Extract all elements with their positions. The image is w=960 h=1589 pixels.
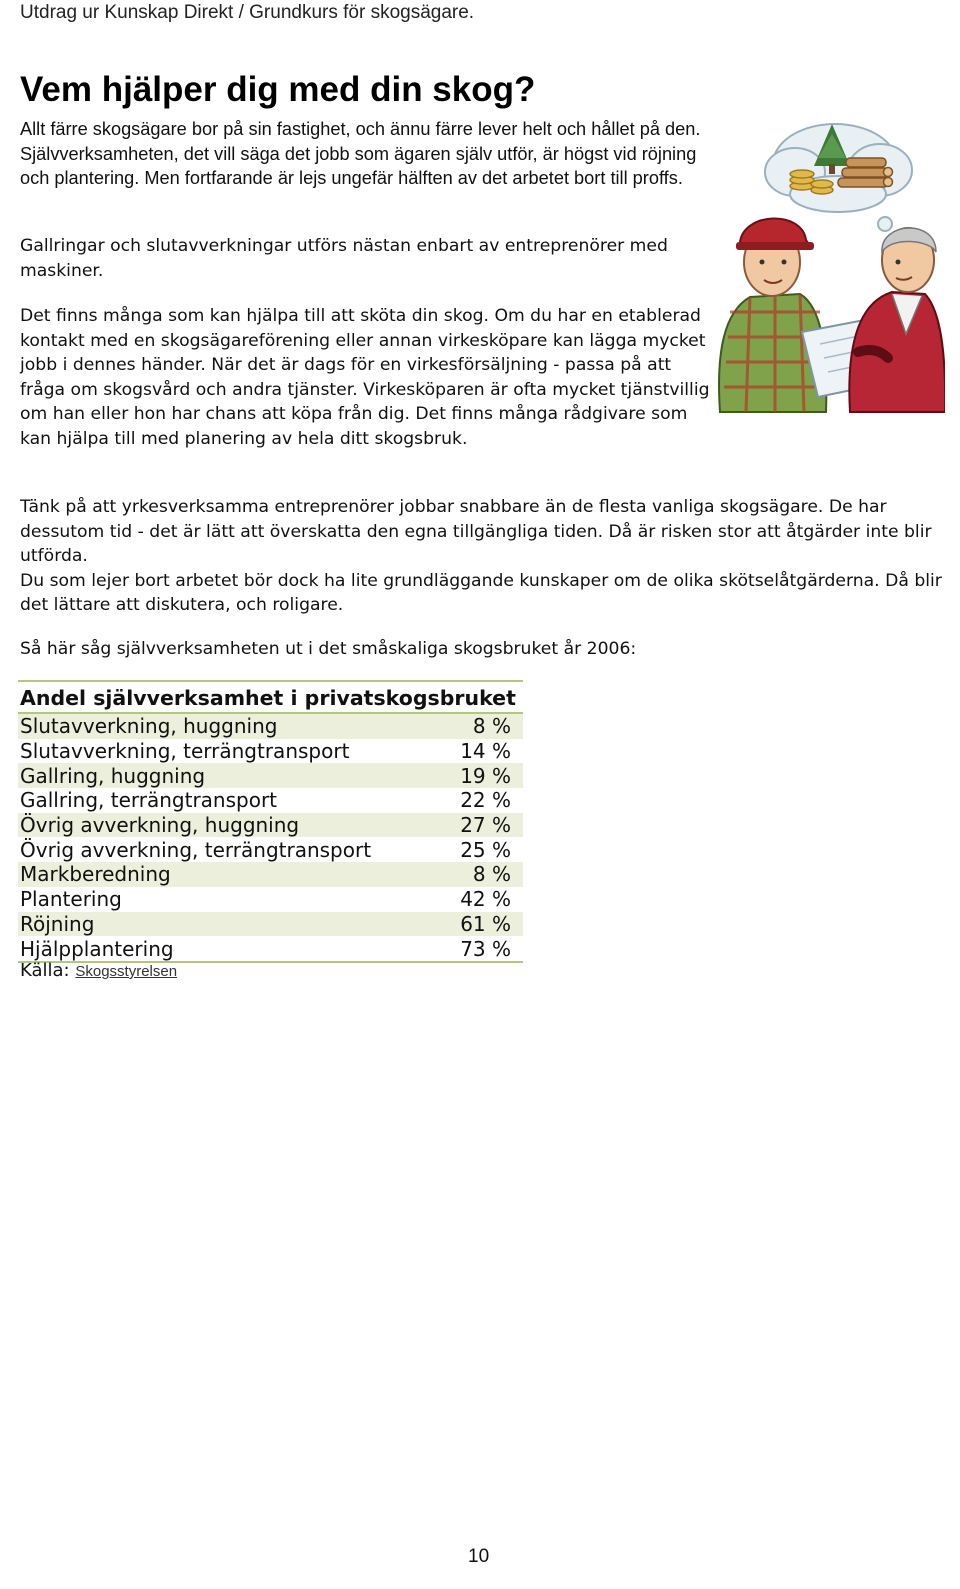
paragraph-intro: Allt färre skogsägare bor på sin fastighet, och ännu färre lever helt och hållet på den. Självverksamheten, det vill säga det jobb som ägaren själv utför, är högst vid röjning och plantering. Men fortfarande är lejs ungefär hälften av det arbetet bort till proffs. xyxy=(20,119,701,188)
page-title: Vem hjälper dig med din skog? xyxy=(20,70,536,109)
row-value: 22 % xyxy=(460,788,511,813)
row-label: Gallring, huggning xyxy=(18,763,445,788)
paragraph-thinning: Gallringar och slutavverkningar utförs nästan enbart av entreprenörer med maskiner. xyxy=(20,236,668,281)
row-value: 27 % xyxy=(445,813,523,838)
row-label: Övrig avverkning, terrängtransport xyxy=(20,837,372,862)
row-label: Slutavverkning, huggning xyxy=(18,713,445,739)
paragraph-helpers: Det finns många som kan hjälpa till att sköta din skog. Om du har en etablerad kontakt med en skogsägareförening eller annan virkesköpare kan lägga mycket jobb i dennes händer. När det är dags för en virkesförsäljning - passa på att fråga om skogsvård och andra tjänster. Virkesköparen är ofta mycket tjänstvillig om han eller hon har chans att köpa från dig. Det finns många rådgivare som kan hjälpa till med planering av hela ditt skogsbruk. xyxy=(20,306,710,449)
table-row xyxy=(18,936,523,962)
row-label: Övrig avverkning, huggning xyxy=(18,813,445,838)
forest-owner-figure xyxy=(719,218,826,412)
source-link[interactable]: Skogsstyrelsen xyxy=(75,963,178,980)
row-value: 73 % xyxy=(445,936,523,962)
table-row xyxy=(18,763,523,788)
row-label: Plantering xyxy=(20,887,122,912)
row-label: Slutavverkning, terrängtransport xyxy=(20,739,350,764)
row-value: 19 % xyxy=(445,763,523,788)
document-header: Utdrag ur Kunskap Direkt / Grundkurs för skogsägare. xyxy=(20,2,475,23)
table-row xyxy=(18,862,523,887)
table-row xyxy=(18,887,523,912)
table-row xyxy=(18,837,523,862)
table-row xyxy=(18,788,523,813)
table-row xyxy=(18,739,523,764)
row-value: 14 % xyxy=(460,739,511,764)
table-row xyxy=(18,912,523,937)
paragraph-contractors: Tänk på att yrkesverksamma entreprenörer jobbar snabbare än de flesta vanliga skogsägare. De har dessutom tid - det är lätt att överskatta den egna tillgängliga tiden. Då är risken stor att åtgärder inte blir utförda. Du som lejer bort arbetet bör dock ha lite grundläggande kunskaper om de olika skötselåtgärderna. Då blir det lättare att diskutera, och roligare. xyxy=(20,497,942,615)
self-activity-table xyxy=(18,680,523,963)
source-label: Källa: xyxy=(20,960,70,981)
paragraph-table-intro: Så här såg självverksamheten ut i det småskaliga skogsbruket år 2006: xyxy=(20,639,637,659)
row-value: 8 % xyxy=(445,862,523,887)
forest-owner-and-buyer-illustration xyxy=(710,112,945,422)
page-number: 10 xyxy=(468,1546,490,1567)
table-heading: Andel självverksamhet i privatskogsbruket xyxy=(18,681,523,713)
row-label: Gallring, terrängtransport xyxy=(20,788,278,813)
row-value: 61 % xyxy=(445,912,523,937)
timber-buyer-figure xyxy=(849,228,945,412)
table-row xyxy=(18,713,523,739)
row-label: Hjälpplantering xyxy=(18,936,445,962)
table-row xyxy=(18,813,523,838)
log-pile xyxy=(838,158,893,187)
row-value: 42 % xyxy=(460,887,511,912)
row-label: Markberedning xyxy=(18,862,445,887)
row-value: 25 % xyxy=(460,837,511,862)
row-label: Röjning xyxy=(18,912,445,937)
source-line xyxy=(20,960,177,981)
row-value: 8 % xyxy=(445,713,523,739)
